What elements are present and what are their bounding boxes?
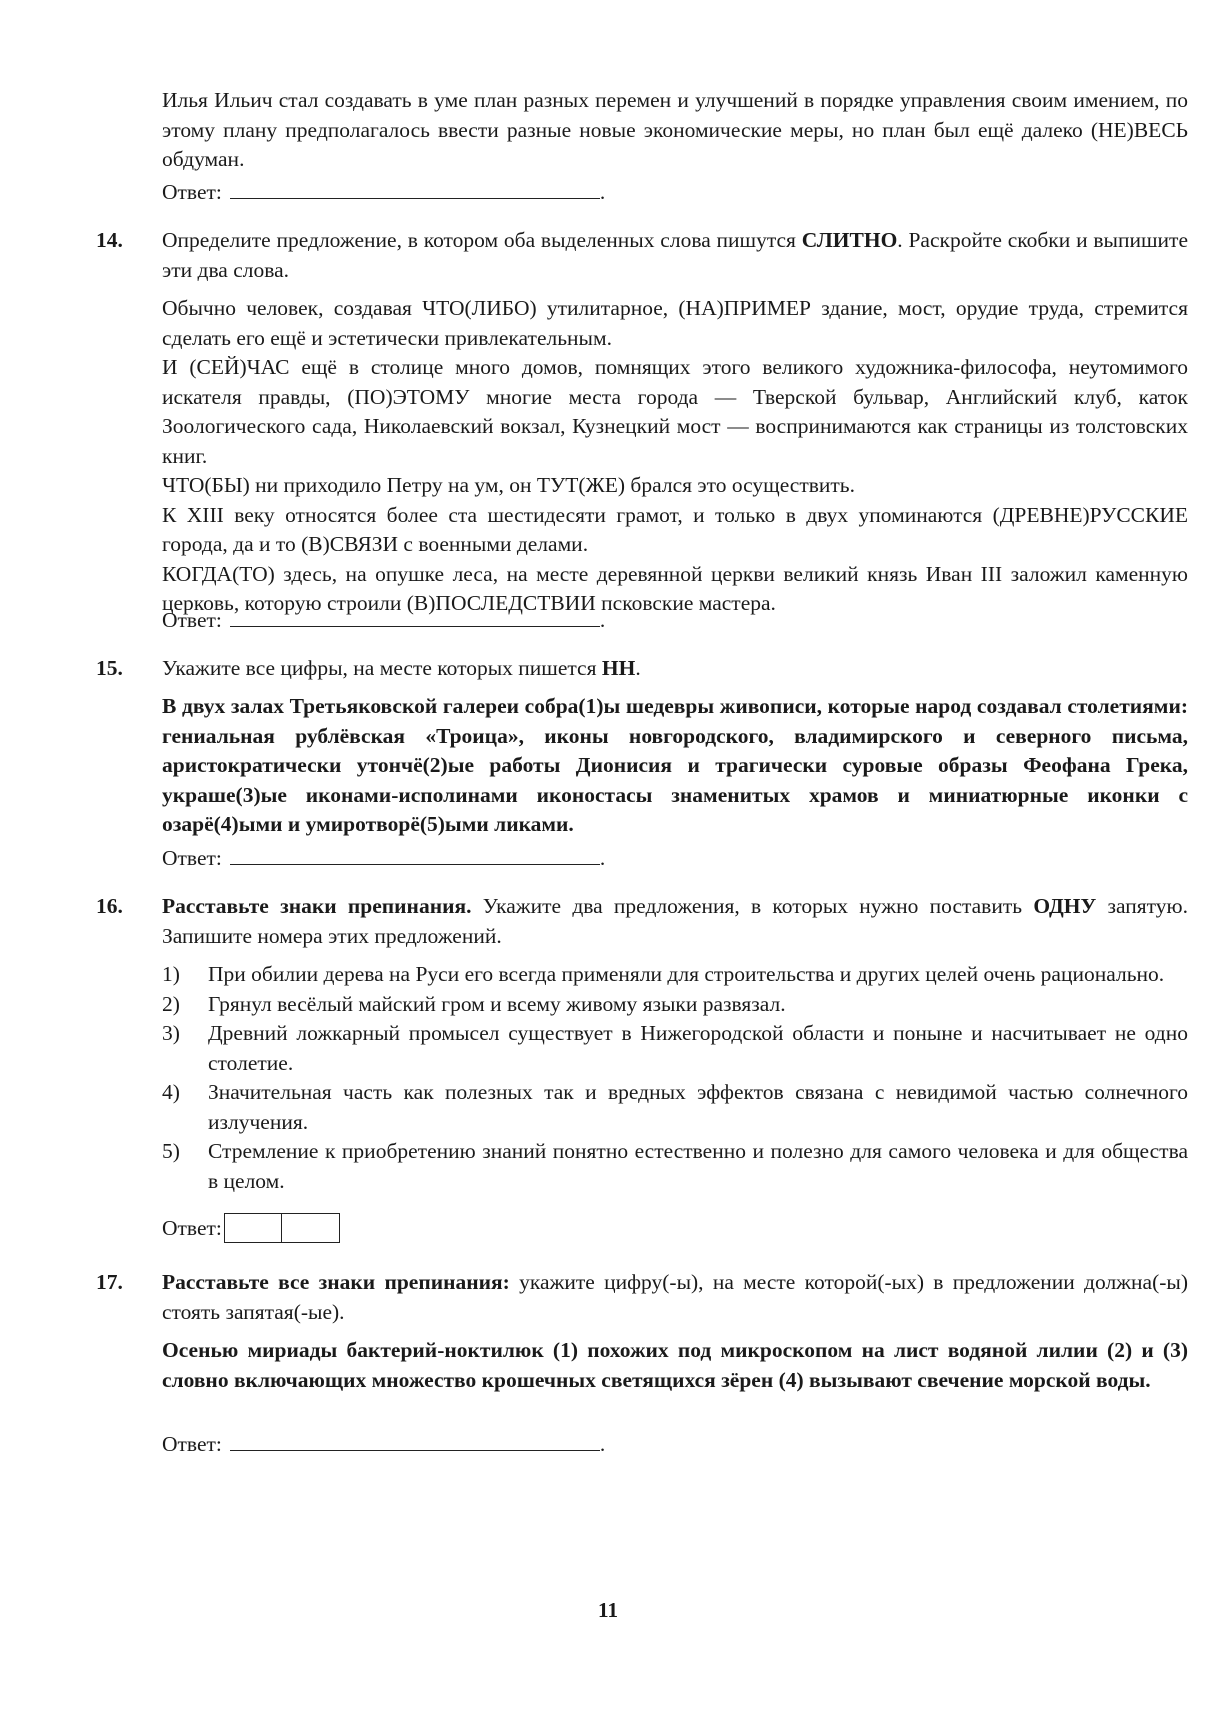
q14-answer-line[interactable] bbox=[230, 604, 600, 627]
q13-sentence: Илья Ильич стал создавать в уме план разных перемен и улучшений в порядке управления своим имением, по этому плану предполагалось ввести разные новые экономические меры, но план был ещё далеко (НЕ)ВЕСЬ обдуман. bbox=[162, 88, 1188, 171]
q13-answer-line[interactable] bbox=[230, 176, 600, 199]
list-item: 4) Значительная часть как полезных так и вредных эффектов связана с невидимой частью солнечного излучения. bbox=[162, 1080, 1188, 1134]
q13-text-block bbox=[162, 86, 1188, 175]
answer-label: Ответ: bbox=[162, 846, 222, 870]
q15-answer: Ответ: . bbox=[162, 842, 605, 874]
q14-task-emphasis: СЛИТНО bbox=[801, 228, 898, 252]
q13-answer: Ответ: . bbox=[162, 176, 605, 208]
q16-task: Расставьте знаки препинания. Укажите два предложения, в которых нужно поставить ОДНУ запятую. Запишите номера этих предложений. bbox=[162, 894, 1188, 948]
list-item: 1) При обилии дерева на Руси его всегда применяли для строительства и других целей очень рационально. bbox=[162, 962, 1165, 986]
q17-task: Расставьте все знаки препинания: укажите цифру(-ы), на месте которой(-ых) в предложении должна(-ы) стоять запятая(-ые). bbox=[162, 1270, 1188, 1324]
q16-options bbox=[162, 960, 1188, 1196]
q17-passage: Осенью мириады бактерий-ноктилюк (1) похожих под микроскопом на лист водяной лилии (2) и (3) словно включающих множество крошечных светящихся зёрен (4) вызывают свечение морской воды. bbox=[162, 1338, 1188, 1392]
q15-passage: В двух залах Третьяковской галереи собра(1)ы шедевры живописи, которые народ создавал столетиями: гениальная рублёвская «Троица», иконы новгородского, владимирского и северного письма, аристократически утончё(2)ые работы Дионисия и трагически суровые образы Феофана Грека, украше(3)ые иконами-исполинами иконостасы знаменитых храмов и миниатюрные иконки с озарё(4)ыми и умиротворё(5)ыми ликами. bbox=[162, 694, 1188, 836]
q15-task: Укажите все цифры, на месте которых пишется НН. bbox=[162, 656, 641, 680]
list-item: 5) Стремление к приобретению знаний понятно естественно и полезно для самого человека и для общества в целом. bbox=[162, 1139, 1188, 1193]
answer-label: Ответ: bbox=[162, 180, 222, 204]
q14-sentence-4: К XIII веку относятся более ста шестидесяти грамот, и только в двух упоминаются (ДРЕВНЕ)РУССКИЕ города, да и то (В)СВЯЗИ с военными делами. bbox=[162, 502, 1188, 556]
q17-text bbox=[162, 1336, 1188, 1395]
q15-text bbox=[162, 692, 1188, 840]
list-item: 3) Древний ложкарный промысел существует в Нижегородской области и поныне и насчитывает не одно столетие. bbox=[162, 1021, 1188, 1075]
q16-answer bbox=[162, 1214, 340, 1245]
q17-number: 17. bbox=[96, 1270, 123, 1294]
q14-sentence-5: КОГДА(ТО) здесь, на опушке леса, на месте деревянной церкви великий князь Иван III заложил каменную церковь, которую строили (В)ПОСЛЕДСТВИИ псковские мастера. bbox=[162, 561, 1188, 615]
q16-number: 16. bbox=[96, 894, 123, 918]
answer-box-1[interactable] bbox=[224, 1213, 282, 1243]
page-number: 11 bbox=[597, 1598, 619, 1622]
q14-sentence-1: Обычно человек, создавая ЧТО(ЛИБО) утилитарное, (НА)ПРИМЕР здание, мост, орудие труда, стремится сделать его ещё и эстетически привлекательным. bbox=[162, 296, 1188, 350]
answer-box-2[interactable] bbox=[282, 1213, 340, 1243]
answer-label: Ответ: bbox=[162, 1432, 222, 1456]
q15-answer-line[interactable] bbox=[230, 842, 600, 865]
q16-answer-boxes bbox=[224, 1213, 340, 1243]
q14-sentences bbox=[162, 294, 1188, 619]
q14-number: 14. bbox=[96, 228, 123, 252]
q14-sentence-2: И (СЕЙ)ЧАС ещё в столице много домов, помнящих этого великого художника-философа, неутомимого искателя правды, (ПО)ЭТОМУ многие места города — Тверской бульвар, Английский клуб, каток Зоологического сада, Николаевский вокзал, Кузнецкий мост — воспринимаются как страницы из толстовских книг. bbox=[162, 355, 1188, 468]
list-item: 2) Грянул весёлый майский гром и всему живому языки развязал. bbox=[162, 991, 786, 1016]
q14-task: Определите предложение, в котором оба выделенных слова пишутся СЛИТНО. Раскройте скобки и выпишите эти два слова. bbox=[162, 228, 1188, 282]
q17-answer-line[interactable] bbox=[230, 1428, 600, 1451]
q15-number: 15. bbox=[96, 656, 123, 680]
answer-label: Ответ: bbox=[162, 608, 222, 632]
q17-answer: Ответ: . bbox=[162, 1428, 605, 1460]
q15-task-emphasis: НН bbox=[601, 656, 636, 680]
answer-label: Ответ: bbox=[162, 1216, 222, 1240]
q14-answer: Ответ: . bbox=[162, 604, 605, 636]
q14-sentence-3: ЧТО(БЫ) ни приходило Петру на ум, он ТУТ(ЖЕ) брался это осуществить. bbox=[162, 473, 855, 497]
